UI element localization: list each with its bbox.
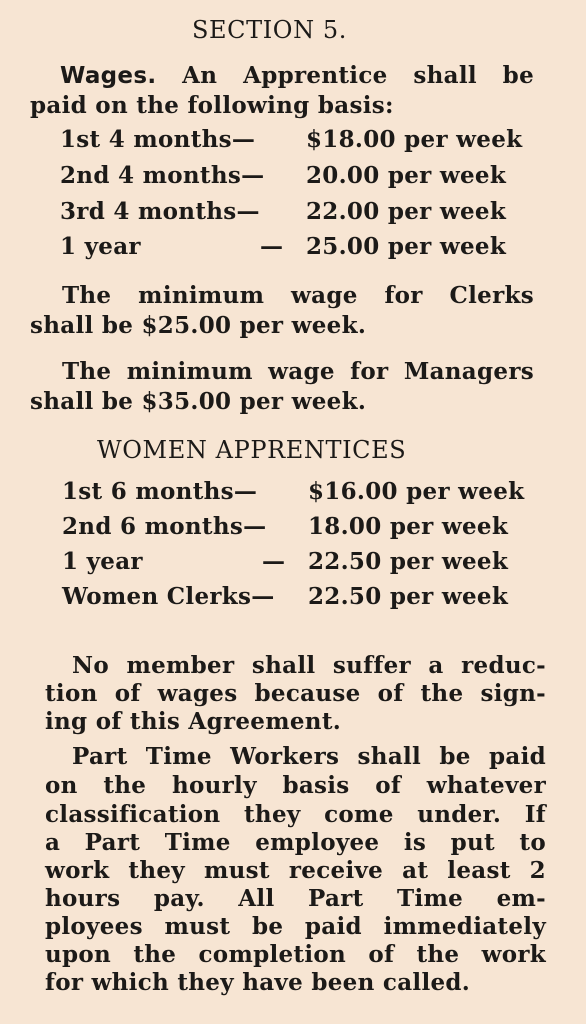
part-time-line-4: a Part Time employee is put to bbox=[45, 829, 546, 856]
reduction-line-2: tion of wages because of the sign- bbox=[45, 680, 546, 707]
rate-period: 3rd 4 months— bbox=[60, 198, 260, 225]
rate-amount: 22.50 per week bbox=[308, 548, 509, 575]
part-time-line-7: ployees must be paid immediately bbox=[45, 913, 546, 940]
wages-line-1-rest: An Apprentice shall be bbox=[182, 62, 534, 89]
rate-amount: 22.00 per week bbox=[306, 198, 507, 225]
part-time-line-1: Part Time Workers shall be paid bbox=[72, 743, 546, 770]
rate-amount: 18.00 per week bbox=[308, 513, 509, 540]
reduction-line-1: No member shall suffer a reduc- bbox=[72, 652, 546, 679]
rate-amount: 25.00 per week bbox=[306, 233, 507, 260]
women-apprentices-heading: WOMEN APPRENTICES bbox=[97, 436, 407, 464]
wages-lead: Wages. bbox=[60, 63, 157, 89]
rate-dash: — bbox=[262, 548, 286, 575]
part-time-line-3: classification they come under. If bbox=[45, 801, 546, 828]
rate-period: 1st 4 months— bbox=[60, 126, 256, 153]
reduction-line-3: ing of this Agreement. bbox=[45, 708, 342, 735]
rate-period: 2nd 4 months— bbox=[60, 162, 265, 189]
rate-period: 2nd 6 months— bbox=[62, 513, 267, 540]
managers-line-1: The minimum wage for Managers bbox=[62, 358, 534, 385]
wages-paragraph-line-1 bbox=[60, 62, 534, 90]
rate-amount: $16.00 per week bbox=[308, 478, 525, 505]
managers-line-2: shall be $35.00 per week. bbox=[30, 388, 367, 415]
rate-amount: 20.00 per week bbox=[306, 162, 507, 189]
section-title: SECTION 5. bbox=[192, 16, 348, 44]
clerks-line-1: The minimum wage for Clerks bbox=[62, 282, 534, 309]
rate-period: 1 year bbox=[60, 233, 141, 260]
rate-dash: — bbox=[260, 233, 284, 260]
part-time-line-9: for which they have been called. bbox=[45, 969, 471, 996]
part-time-line-6: hours pay. All Part Time em- bbox=[45, 885, 546, 912]
rate-amount: $18.00 per week bbox=[306, 126, 523, 153]
part-time-line-5: work they must receive at least 2 bbox=[45, 857, 546, 884]
rate-period: Women Clerks— bbox=[62, 583, 275, 610]
rate-amount: 22.50 per week bbox=[308, 583, 509, 610]
rate-period: 1st 6 months— bbox=[62, 478, 258, 505]
clerks-line-2: shall be $25.00 per week. bbox=[30, 312, 367, 339]
part-time-line-8: upon the completion of the work bbox=[45, 941, 546, 968]
part-time-line-2: on the hourly basis of whatever bbox=[45, 772, 546, 799]
rate-period: 1 year bbox=[62, 548, 143, 575]
wages-paragraph-line-2: paid on the following basis: bbox=[30, 92, 394, 119]
